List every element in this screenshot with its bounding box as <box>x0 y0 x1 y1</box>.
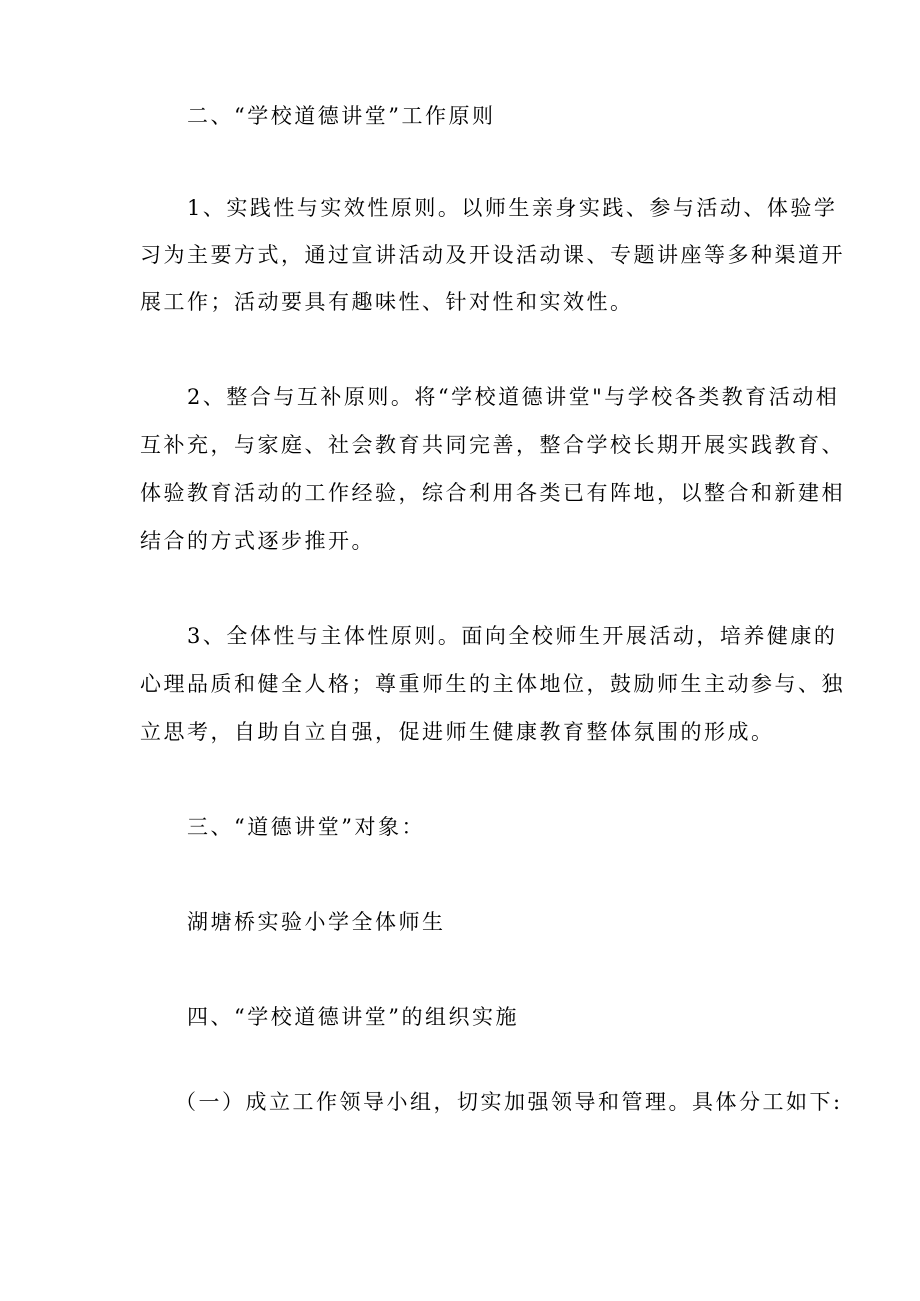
section-heading-principles: 二、“学校道德讲堂”工作原则 <box>187 104 496 128</box>
principle-1-line-2: 习为主要方式，通过宣讲活动及开设活动课、专题讲座等多种渠道开 <box>140 243 845 267</box>
principle-3-line-1: 3、全体性与主体性原则。面向全校师生开展活动，培养健康的 <box>187 624 838 648</box>
principle-1-line-3: 展工作；活动要具有趣味性、针对性和实效性。 <box>140 290 634 314</box>
principle-2-line-3: 体验教育活动的工作经验，综合利用各类已有阵地，以整合和新建相 <box>140 481 845 505</box>
principle-3-line-3: 立思考，自助自立自强，促进师生健康教育整体氛围的形成。 <box>140 720 775 744</box>
implementation-subheading-1: （一）成立工作领导小组，切实加强领导和管理。具体分工如下: <box>175 1090 843 1114</box>
principle-2-line-4: 结合的方式逐步推开。 <box>140 529 375 553</box>
principle-1-line-1: 1、实践性与实效性原则。以师生亲身实践、参与活动、体验学 <box>187 196 838 220</box>
principle-3-line-2: 心理品质和健全人格；尊重师生的主体地位，鼓励师生主动参与、独 <box>140 672 845 696</box>
principle-2-line-2: 互补充，与家庭、社会教育共同完善，整合学校长期开展实践教育、 <box>140 433 845 457</box>
principle-2-line-1: 2、整合与互补原则。将“学校道德讲堂"与学校各类教育活动相 <box>187 385 840 409</box>
section-heading-audience: 三、“道德讲堂”对象： <box>187 815 425 839</box>
section-heading-implementation: 四、“学校道德讲堂”的组织实施 <box>187 1005 519 1029</box>
audience-text: 湖塘桥实验小学全体师生 <box>187 910 446 934</box>
